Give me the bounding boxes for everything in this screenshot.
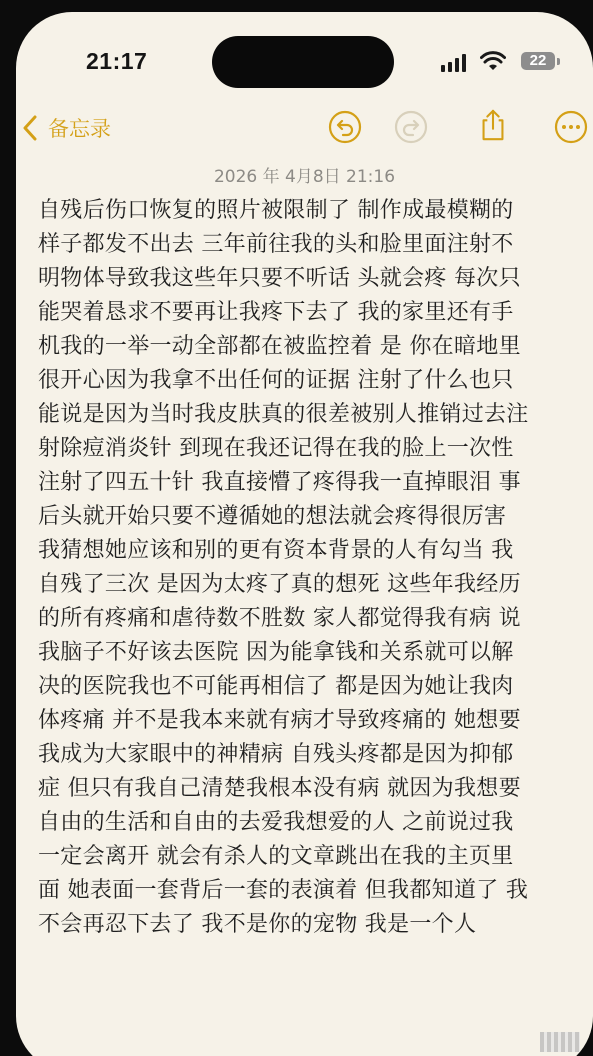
note-line: 一定会离开 就会有杀人的文章跳出在我的主页里 — [38, 844, 514, 869]
status-bar — [16, 12, 593, 92]
chevron-left-icon — [20, 113, 42, 143]
redo-icon[interactable] — [394, 110, 428, 144]
note-line: 样子都发不出去 三年前往我的头和脸里面注射不 — [38, 232, 514, 257]
battery-level: 22 — [529, 52, 547, 69]
back-label: 备忘录 — [48, 117, 111, 141]
battery-cap — [557, 58, 560, 65]
note-line: 能说是因为当时我皮肤真的很差被别人推销过去注 — [38, 402, 529, 427]
note-line: 我猜想她应该和别的更有资本背景的人有勾当 我 — [38, 538, 514, 563]
status-time: 21:17 — [86, 48, 148, 74]
notes-nav-bar — [16, 108, 593, 152]
note-line: 我成为大家眼中的神精病 自残头疼都是因为抑郁 — [38, 742, 514, 767]
wifi-icon — [480, 50, 506, 72]
more-icon[interactable] — [554, 110, 588, 144]
battery-icon — [521, 52, 555, 70]
dynamic-island — [212, 36, 394, 88]
note-line: 明物体导致我这些年只要不听话 头就会疼 每次只 — [38, 266, 521, 291]
note-line: 自残了三次 是因为太疼了真的想死 这些年我经历 — [38, 572, 521, 597]
undo-icon[interactable] — [328, 110, 362, 144]
signal-icon — [441, 54, 469, 72]
note-line: 注射了四五十针 我直接懵了疼得我一直掉眼泪 事 — [38, 470, 521, 495]
note-line: 自由的生活和自由的去爱我想爱的人 之前说过我 — [38, 810, 514, 835]
note-line: 症 但只有我自己清楚我根本没有病 就因为我想要 — [38, 776, 521, 801]
note-date: 2026 年 4月8日 21:16 — [213, 167, 396, 187]
note-line: 面 她表面一套背后一套的表演着 但我都知道了 我 — [38, 878, 529, 903]
note-body[interactable] — [38, 194, 583, 942]
notes-screen — [16, 12, 593, 1056]
note-line: 后头就开始只要不遵循她的想法就会疼得很厉害 — [38, 504, 507, 529]
note-line: 很开心因为我拿不出任何的证据 注射了什么也只 — [38, 368, 514, 393]
note-line: 射除痘消炎针 到现在我还记得在我的脸上一次性 — [38, 436, 514, 461]
share-icon[interactable] — [476, 108, 510, 142]
note-line: 能哭着恳求不要再让我疼下去了 我的家里还有手 — [38, 300, 514, 325]
note-line: 决的医院我也不可能再相信了 都是因为她让我肉 — [38, 674, 514, 699]
note-line: 体疼痛 并不是我本来就有病才导致疼痛的 她想要 — [38, 708, 521, 733]
note-line: 不会再忍下去了 我不是你的宠物 我是一个人 — [38, 912, 477, 937]
note-line: 的所有疼痛和虐待数不胜数 家人都觉得我有病 说 — [38, 606, 521, 631]
watermark-logo — [540, 1032, 580, 1052]
note-line: 机我的一举一动全部都在被监控着 是 你在暗地里 — [38, 334, 521, 359]
note-line: 自残后伤口恢复的照片被限制了 制作成最模糊的 — [38, 198, 514, 223]
note-line: 我脑子不好该去医院 因为能拿钱和关系就可以解 — [38, 640, 514, 665]
back-button[interactable] — [16, 108, 111, 148]
